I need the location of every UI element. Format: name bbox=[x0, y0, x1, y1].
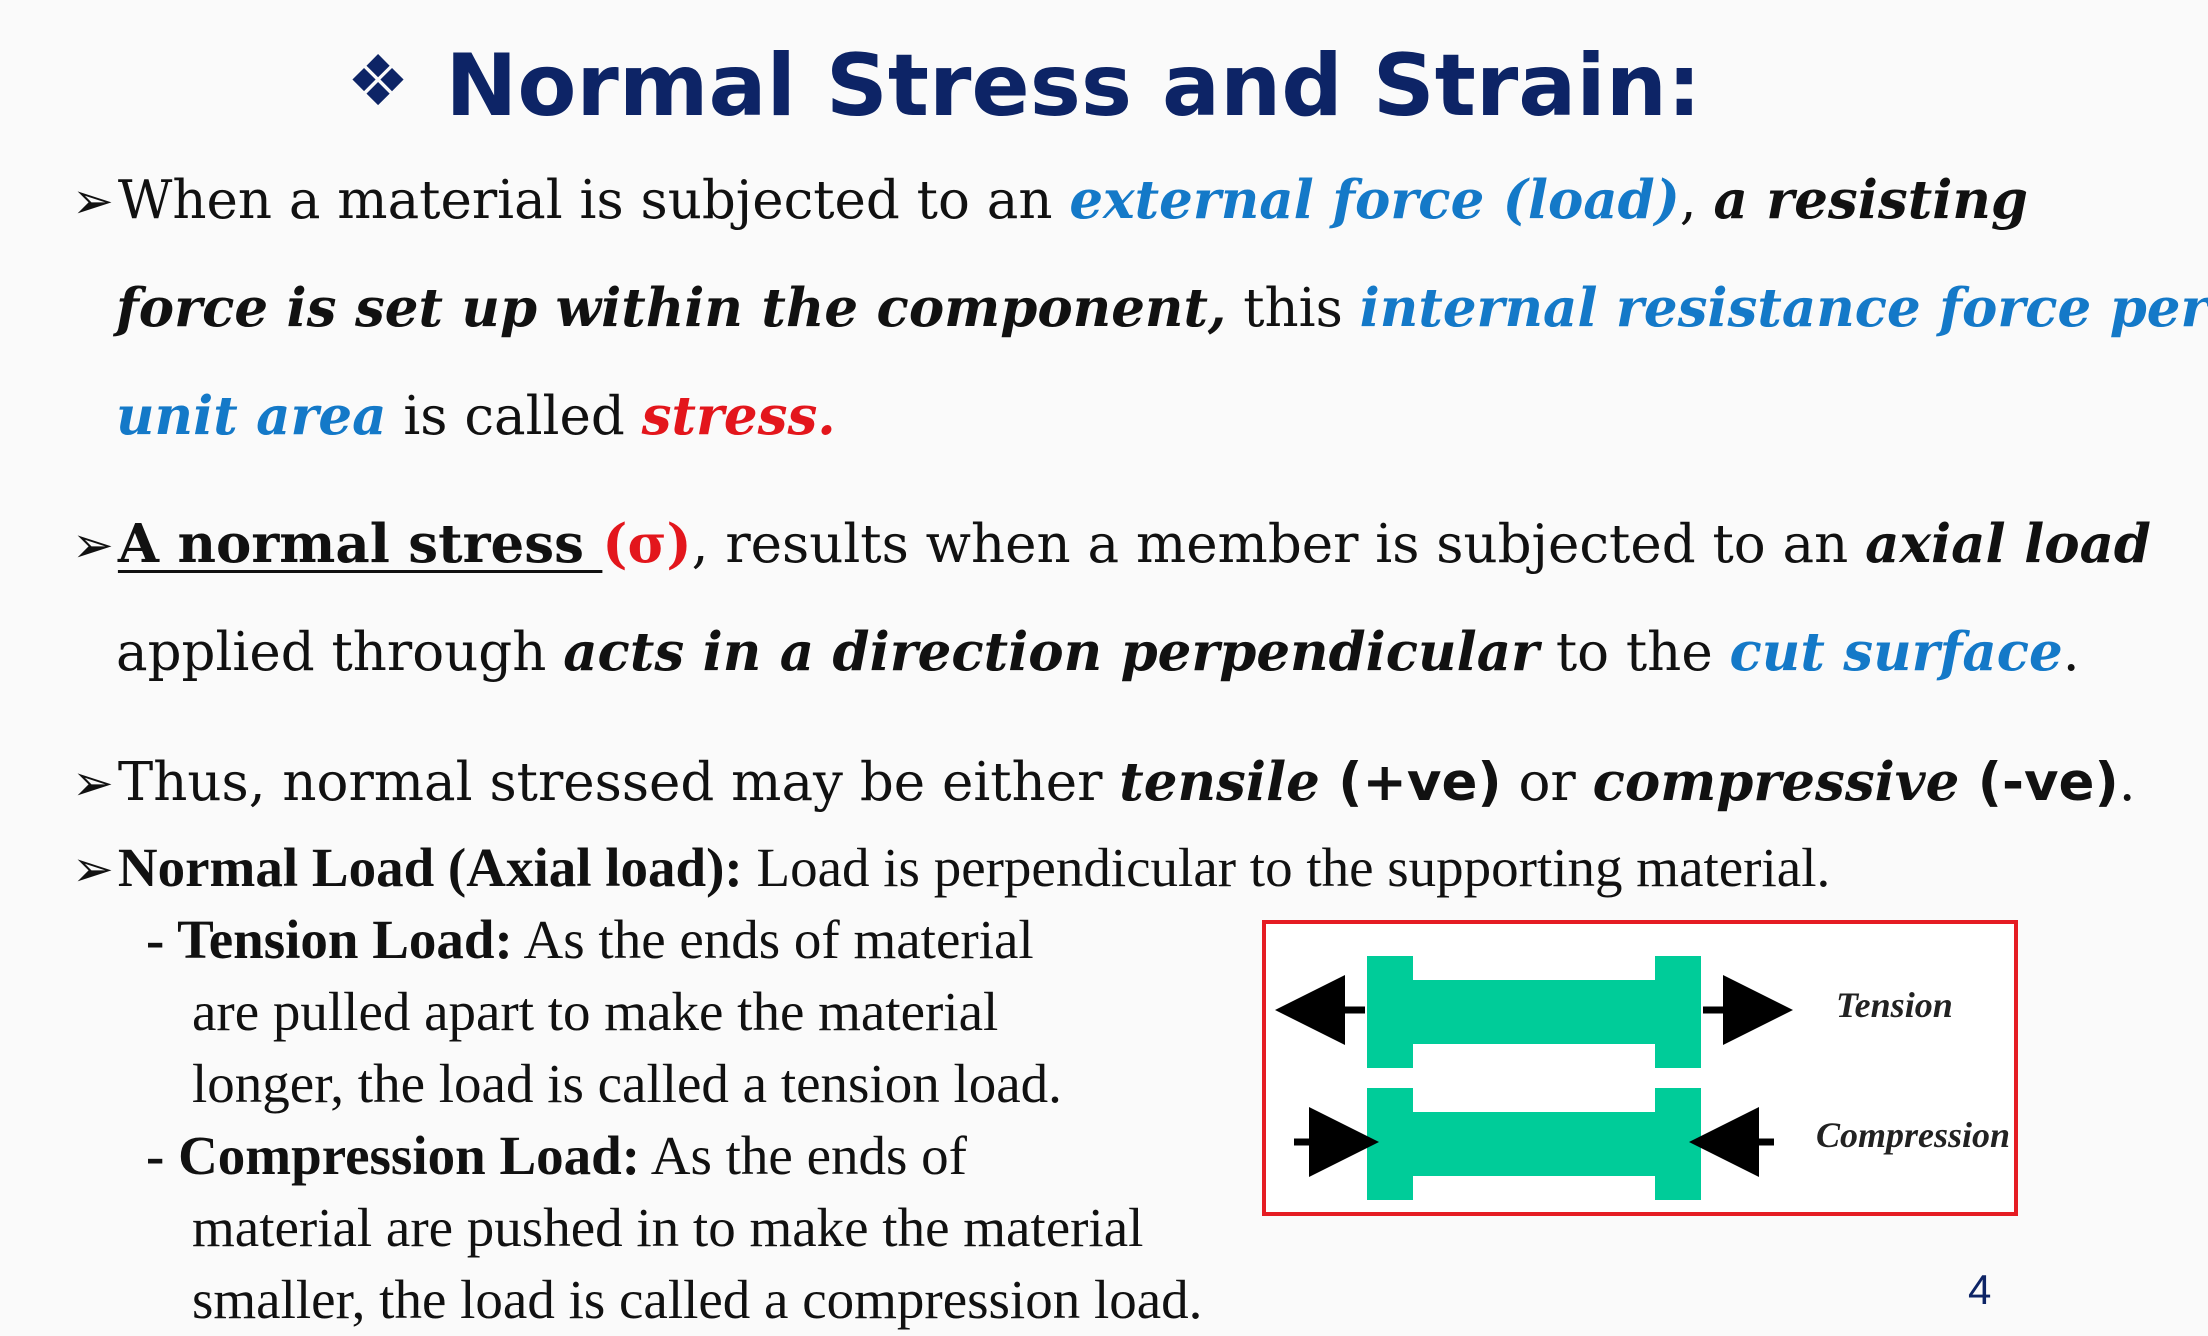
compression-line1 bbox=[146, 1125, 967, 1186]
arrow-bullet-icon: ➢ bbox=[72, 172, 114, 230]
compression-specimen bbox=[1367, 1088, 1701, 1200]
para3-period: . bbox=[2118, 752, 2136, 813]
tension-line3: longer, the load is called a tension load. bbox=[192, 1053, 1062, 1114]
compression-load-heading: - Compression Load: bbox=[146, 1125, 641, 1186]
sigma-symbol: (σ) bbox=[602, 513, 692, 575]
term-normal-stress: A normal stress bbox=[117, 513, 603, 575]
para2-applied: applied through bbox=[116, 622, 564, 683]
para3-line1 bbox=[72, 751, 2136, 813]
term-resisting: a resisting bbox=[1713, 169, 2028, 231]
term-unit-area: unit area bbox=[116, 385, 387, 447]
load-diagram bbox=[1262, 920, 2018, 1216]
negative-sign: (-ve) bbox=[1959, 752, 2119, 813]
para3-or: or bbox=[1501, 752, 1593, 813]
term-external-force: external force (load) bbox=[1069, 169, 1680, 231]
tension-load-heading: - Tension Load: bbox=[146, 909, 513, 970]
para2-line1 bbox=[72, 513, 2151, 575]
para4-line1 bbox=[72, 837, 1831, 898]
term-force-set-up: force is set up within the component, bbox=[116, 277, 1227, 339]
term-cut-surface: cut surface bbox=[1729, 621, 2063, 683]
para1-is-called: is called bbox=[386, 386, 642, 447]
compression-label: Compression bbox=[1816, 1115, 2011, 1155]
para2-line2 bbox=[116, 621, 2080, 683]
para1-comma: , bbox=[1679, 170, 1714, 231]
para1-line3 bbox=[116, 385, 836, 447]
positive-sign: (+ve) bbox=[1319, 752, 1502, 813]
arrow-bullet-icon: ➢ bbox=[72, 754, 114, 812]
para1-line2 bbox=[116, 277, 2208, 339]
para1-line1 bbox=[72, 169, 2028, 231]
term-compressive: compressive bbox=[1592, 751, 1960, 813]
para2-period: . bbox=[2062, 622, 2080, 683]
term-normal-load: Normal Load (Axial load): bbox=[117, 837, 743, 898]
para4-text: Load is perpendicular to the supporting material. bbox=[742, 837, 1831, 898]
tension-line2: are pulled apart to make the material bbox=[192, 981, 999, 1042]
compression-text-1: As the ends of bbox=[640, 1125, 967, 1186]
tension-specimen bbox=[1367, 956, 1701, 1068]
slide-title bbox=[0, 36, 2048, 136]
para3-text: Thus, normal stressed may be either bbox=[117, 752, 1120, 813]
term-stress: stress. bbox=[641, 385, 836, 447]
term-tensile: tensile bbox=[1119, 751, 1320, 813]
term-perpendicular: acts in a direction perpendicular bbox=[563, 621, 1539, 683]
para2-text: , results when a member is subjected to an bbox=[691, 514, 1866, 575]
arrow-bullet-icon: ➢ bbox=[72, 516, 114, 574]
slide-title-text: Normal Stress and Strain: bbox=[445, 36, 1702, 136]
tension-text-1: As the ends of material bbox=[512, 909, 1034, 970]
tension-line1 bbox=[146, 909, 1034, 970]
para2-to-the: to the bbox=[1538, 622, 1730, 683]
compression-line3: smaller, the load is called a compression load. bbox=[192, 1269, 1203, 1330]
diamond-cluster-icon: ❖ bbox=[346, 40, 410, 122]
para1-this: this bbox=[1226, 278, 1360, 339]
arrow-bullet-icon: ➢ bbox=[72, 840, 114, 898]
load-diagram-svg bbox=[1266, 924, 2014, 1212]
para1-text: When a material is subjected to an bbox=[117, 170, 1070, 231]
term-axial-load: axial load bbox=[1865, 513, 2151, 575]
page-number: 4 bbox=[1968, 1266, 1992, 1313]
term-internal-resistance: internal resistance force per bbox=[1359, 277, 2208, 339]
tension-label: Tension bbox=[1836, 985, 1953, 1025]
compression-line2: material are pushed in to make the material bbox=[192, 1197, 1144, 1258]
